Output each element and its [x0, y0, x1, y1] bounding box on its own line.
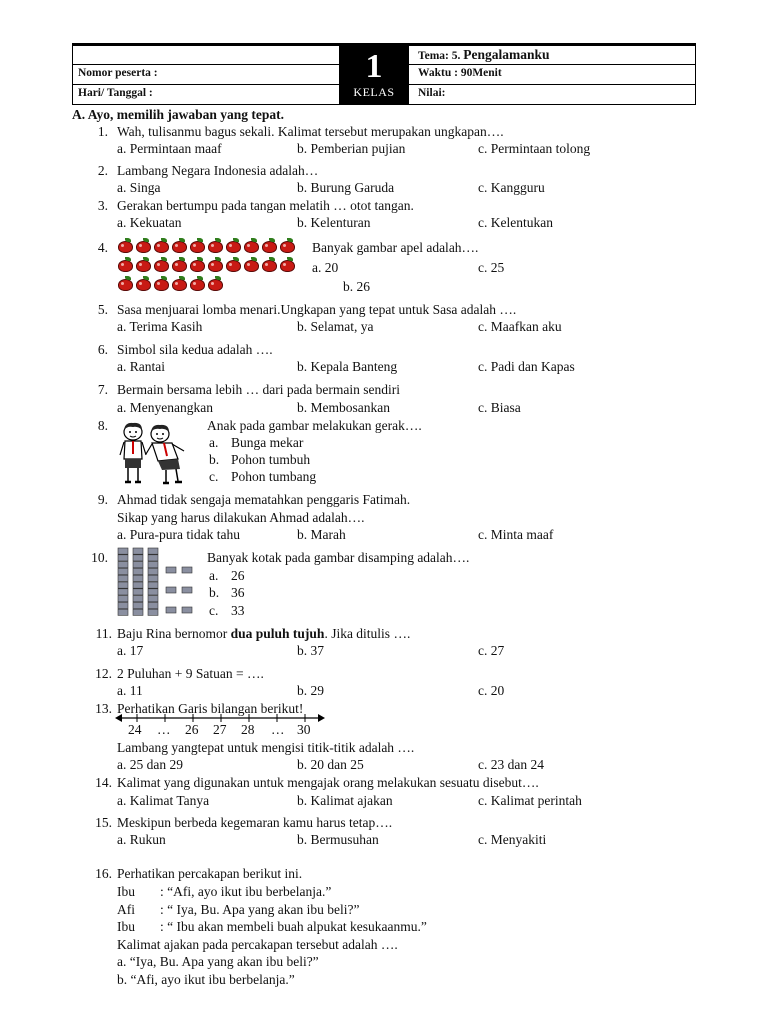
option-a: a. 17	[117, 643, 144, 658]
apple-icon	[225, 238, 242, 253]
question-text-2: Kalimat ajakan pada percakapan tersebut adalah ….	[117, 937, 398, 952]
apple-icon	[153, 238, 170, 253]
apple-icon	[207, 276, 224, 291]
question-text: Bermain bersama lebih … dari pada bermain sendiri	[117, 382, 401, 397]
option-a: a. Singa	[117, 180, 161, 195]
dialog-line: : “ Iya, Bu. Apa yang akan ibu beli?”	[160, 902, 360, 917]
number-line-label: …	[271, 722, 285, 737]
apple-icon	[261, 257, 278, 272]
question-text: Banyak gambar apel adalah….	[312, 240, 479, 255]
question-text: Sasa menjuarai lomba menari.Ungkapan yang tepat untuk Sasa adalah ….	[117, 302, 517, 317]
option-a: a. “Iya, Bu. Apa yang akan ibu beli?”	[117, 954, 319, 969]
question-text-bold: dua puluh tujuh	[230, 626, 325, 641]
question-number: 16.	[95, 866, 112, 881]
exam-header	[72, 43, 696, 105]
option-a: a. Kalimat Tanya	[117, 793, 210, 808]
section-heading: A. Ayo, memilih jawaban yang tepat.	[72, 107, 285, 122]
option-c-letter: c.	[209, 603, 219, 618]
option-b: b. Kepala Banteng	[297, 359, 398, 374]
apple-icon	[279, 257, 296, 272]
option-b: b. 29	[297, 683, 324, 698]
option-c: c. Padi dan Kapas	[478, 359, 575, 374]
option-a-letter: a.	[209, 568, 219, 583]
option-c: c. 23 dan 24	[478, 757, 544, 772]
option-b: b. Marah	[297, 527, 346, 542]
question-text: Wah, tulisanmu bagus sekali. Kalimat tersebut merupakan ungkapan….	[117, 124, 504, 139]
option-a: Bunga mekar	[231, 435, 304, 450]
ten-rod	[133, 548, 143, 615]
question-number: 15.	[95, 815, 112, 830]
header-blank-cell	[72, 45, 340, 65]
question-text: Kalimat yang digunakan untuk mengajak orang melakukan sesuatu disebut….	[117, 775, 539, 790]
question-text	[117, 626, 410, 642]
apple-icon	[243, 257, 260, 272]
question-text: Perhatikan Garis bilangan berikut!	[117, 701, 304, 716]
unit-cube	[182, 607, 192, 613]
class-label: KELAS	[353, 85, 395, 99]
apple-icon	[225, 257, 242, 272]
option-b: b. Burung Garuda	[297, 180, 395, 195]
question-number: 6.	[97, 342, 108, 357]
option-a: a. Kekuatan	[117, 215, 182, 230]
option-b-letter: b.	[209, 585, 220, 600]
time-label: Waktu : 90Menit	[418, 67, 502, 79]
question-text-2: Sikap yang harus dilakukan Ahmad adalah….	[117, 510, 365, 525]
option-c: c. Kalimat perintah	[478, 793, 582, 808]
option-a-letter: a.	[209, 435, 219, 450]
score-label: Nilai:	[418, 87, 446, 99]
option-b: Pohon tumbuh	[231, 452, 311, 467]
apple-icon	[117, 257, 134, 272]
question-number: 1.	[97, 124, 108, 139]
question-text-pre: Baju Rina bernomor	[117, 626, 231, 641]
apple-icon	[243, 238, 260, 253]
question-text: Perhatikan percakapan berikut ini.	[117, 866, 303, 881]
option-a: a. Permintaan maaf	[117, 141, 222, 156]
question-text: Ahmad tidak sengaja mematahkan penggaris Fatimah.	[117, 492, 411, 507]
question-number: 11.	[95, 626, 112, 641]
ten-rod	[118, 548, 128, 615]
apple-icon	[189, 238, 206, 253]
question-text-2: Lambang yangtepat untuk mengisi titik-titik adalah ….	[117, 740, 415, 755]
question-text-post: . Jika ditulis ….	[324, 626, 411, 641]
unit-cube	[166, 607, 176, 613]
dialog-line: : “ Ibu akan membeli buah alpukat kesukaanmu.”	[160, 919, 427, 934]
apple-icon	[207, 238, 224, 253]
apple-icon	[117, 276, 134, 291]
option-c: 33	[231, 603, 245, 618]
option-b: b. 26	[343, 279, 370, 294]
option-a: a. 25 dan 29	[117, 757, 183, 772]
participant-number-label: Nomor peserta :	[78, 67, 158, 79]
option-c: Pohon tumbang	[231, 469, 317, 484]
question-number: 13.	[95, 701, 112, 716]
question-number: 8.	[97, 418, 108, 433]
option-b: b. 37	[297, 643, 324, 658]
question-number: 4.	[97, 240, 108, 255]
dialog-speaker: Ibu	[117, 884, 135, 899]
question-number: 5.	[97, 302, 108, 317]
question-text: 2 Puluhan + 9 Satuan = ….	[117, 666, 264, 681]
option-a: a. Pura-pura tidak tahu	[117, 527, 240, 542]
unit-cube	[182, 587, 192, 593]
option-b: b. 20 dan 25	[297, 757, 364, 772]
question-text: Gerakan bertumpu pada tangan melatih … otot tangan.	[117, 198, 414, 213]
option-c-letter: c.	[209, 469, 219, 484]
apple-row-3	[117, 276, 225, 295]
theme-label	[418, 47, 550, 63]
unit-cube	[166, 587, 176, 593]
apple-row-1	[117, 238, 297, 257]
apple-icon	[117, 238, 134, 253]
option-c: c. 25	[478, 260, 505, 275]
apple-icon	[171, 276, 188, 291]
option-b: 36	[231, 585, 245, 600]
question-text: Lambang Negara Indonesia adalah…	[117, 163, 319, 178]
question-number: 10.	[91, 550, 108, 565]
theme-name: Pengalamanku	[463, 47, 550, 62]
option-c: c. Maafkan aku	[478, 319, 562, 334]
question-number: 3.	[97, 198, 108, 213]
score-cell	[408, 84, 696, 105]
number-line-label: 27	[213, 722, 227, 737]
option-c: c. Kangguru	[478, 180, 545, 195]
class-number: 1	[365, 48, 383, 85]
option-c: c. Biasa	[478, 400, 521, 415]
option-b-letter: b.	[209, 452, 220, 467]
question-number: 2.	[97, 163, 108, 178]
number-line-label: 24	[128, 722, 142, 737]
children-illustration	[116, 421, 192, 489]
option-c: c. Permintaan tolong	[478, 141, 591, 156]
apple-icon	[135, 257, 152, 272]
question-number: 14.	[95, 775, 112, 790]
number-line-label: 26	[185, 722, 199, 737]
apple-icon	[135, 238, 152, 253]
option-b: b. Kelenturan	[297, 215, 371, 230]
theme-prefix: Tema: 5.	[418, 50, 464, 62]
apple-icon	[171, 257, 188, 272]
option-c: c. Menyakiti	[478, 832, 547, 847]
apple-icon	[261, 238, 278, 253]
option-b: b. Pemberian pujian	[297, 141, 406, 156]
option-a: 26	[231, 568, 245, 583]
option-c: c. Kelentukan	[478, 215, 553, 230]
option-b: b. Membosankan	[297, 400, 390, 415]
ten-rod	[148, 548, 158, 615]
dialog-speaker: Afi	[117, 902, 135, 917]
number-line-label: 28	[241, 722, 255, 737]
option-c: c. Minta maaf	[478, 527, 554, 542]
option-a: a. 20	[312, 260, 339, 275]
dialog-line: : “Afi, ayo ikut ibu berbelanja.”	[160, 884, 332, 899]
apple-icon	[135, 276, 152, 291]
option-b: b. Kalimat ajakan	[297, 793, 393, 808]
question-text: Anak pada gambar melakukan gerak….	[207, 418, 422, 433]
apple-icon	[279, 238, 296, 253]
option-b: b. “Afi, ayo ikut ibu berbelanja.”	[117, 972, 295, 987]
option-b: b. Selamat, ya	[297, 319, 374, 334]
apple-icon	[189, 276, 206, 291]
number-line-label: …	[157, 722, 171, 737]
apple-icon	[153, 257, 170, 272]
unit-cube	[182, 567, 192, 573]
question-text: Banyak kotak pada gambar disamping adalah….	[207, 550, 470, 565]
option-a: a. Rantai	[117, 359, 165, 374]
option-a: a. Terima Kasih	[117, 319, 203, 334]
option-c: c. 27	[478, 643, 505, 658]
option-a: a. Menyenangkan	[117, 400, 213, 415]
apple-icon	[171, 238, 188, 253]
option-b: b. Bermusuhan	[297, 832, 379, 847]
question-number: 12.	[95, 666, 112, 681]
option-c: c. 20	[478, 683, 505, 698]
option-a: a. 11	[117, 683, 143, 698]
number-line-label: 30	[297, 722, 311, 737]
base-ten-blocks	[116, 547, 198, 617]
question-text: Simbol sila kedua adalah ….	[117, 342, 273, 357]
option-a: a. Rukun	[117, 832, 166, 847]
unit-cube	[166, 567, 176, 573]
dialog-speaker: Ibu	[117, 919, 135, 934]
apple-icon	[207, 257, 224, 272]
day-date-label: Hari/ Tanggal :	[78, 87, 153, 99]
question-text: Meskipun berbeda kegemaran kamu harus tetap….	[117, 815, 393, 830]
apple-icon	[153, 276, 170, 291]
question-number: 7.	[97, 382, 108, 397]
apple-row-2	[117, 257, 297, 276]
question-number: 9.	[97, 492, 108, 507]
apple-icon	[189, 257, 206, 272]
class-badge	[339, 45, 409, 105]
